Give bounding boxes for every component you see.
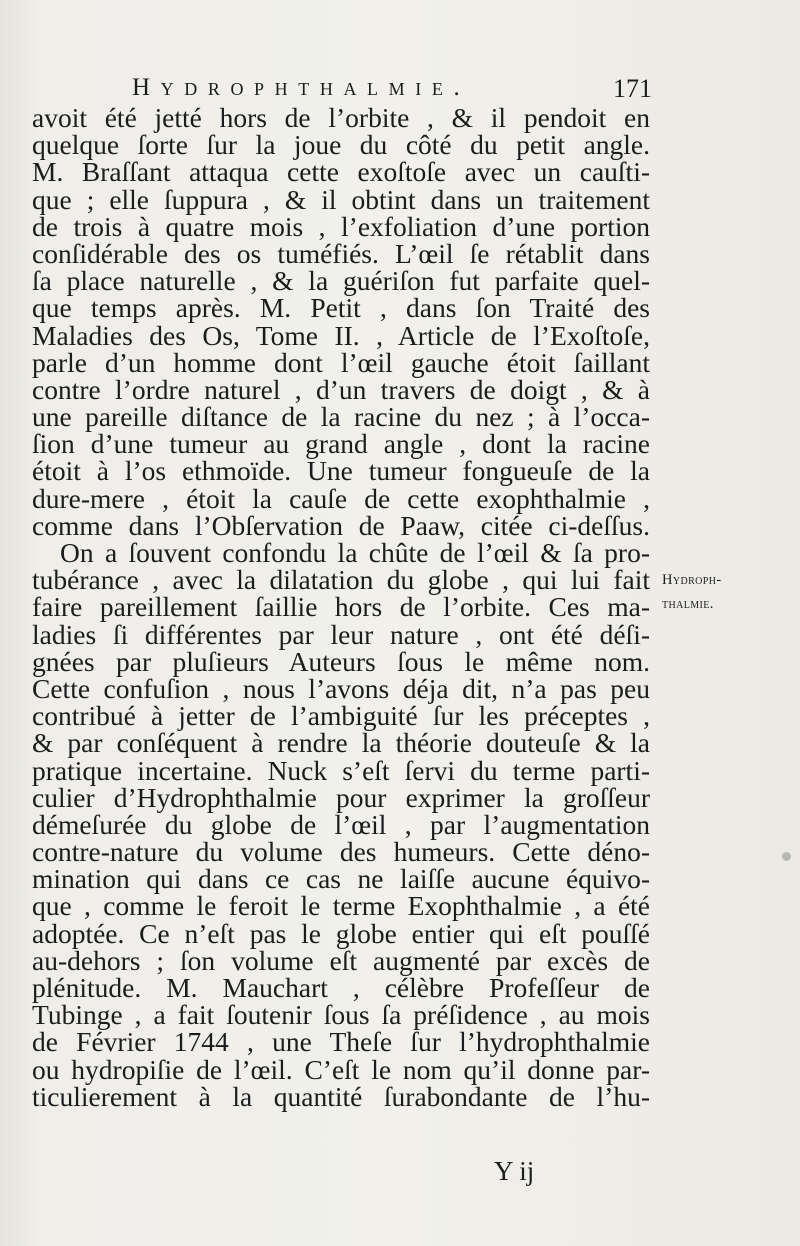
text-line: au-dehors ; ſon volume eſt augmenté par excès de [32,944,650,976]
text-line: plénitude. M. Mauchart , célèbre Profeſſeur de [32,972,650,1003]
margin-note-line: thalmie. [662,596,714,612]
text-line: culier d’Hydrophthalmie pour exprimer la groſſeur [32,781,650,813]
text-line: Cette confuſion , nous l’avons déja dit, n’a pas peu [32,672,650,704]
text-line: ſa place naturelle , & la guériſon fut parfaite quel- [32,265,650,297]
text-line: faire pareillement ſaillie hors de l’orbite. Ces ma- [32,591,650,623]
text-line: Tubinge , a fait ſoutenir ſous ſa préſidence , au mois [32,999,650,1031]
running-title: Hydrophthalmie. [132,74,471,101]
text-line: avoit été jetté hors de l’orbite , & il pendoit en [32,102,650,133]
text-line: ticulierement à la quantité ſurabondante de l’hu- [32,1080,650,1112]
text-line: contre l’ordre naturel , d’un travers de doigt , & à [32,373,650,405]
margin-note-line: Hydroph- [662,572,722,588]
page-number: 171 [613,74,652,103]
text-line: contribué à jetter de l’ambiguité ſur les préceptes , [32,700,650,732]
text-line: quelque ſorte ſur la joue du côté du petit angle. [32,129,650,161]
text-line: & par conſéquent à rendre la théorie douteuſe & la [32,727,650,759]
text-line: de Février 1744 , une Theſe ſur l’hydrophthalmie [32,1026,650,1058]
text-line: pratique incertaine. Nuck s’eſt ſervi du terme parti- [32,754,650,786]
text-line: tubérance , avec la dilatation du globe , qui lui fait [32,564,650,596]
text-line: que , comme le feroit le terme Exophthalmie , a été [32,890,650,922]
text-line: ou hydropiſie de l’œil. C’eſt le nom qu’il donne par- [32,1053,650,1085]
signature-mark: Y ij [494,1156,535,1186]
text-line: que ; elle ſuppura , & il obtint dans un traitement [32,183,650,215]
text-line: Maladies des Os, Tome II. , Article de l’Exoſtoſe, [32,319,650,351]
body-text [32,104,650,1110]
text-line: mination qui dans ce cas ne laiſſe aucune équivo- [32,863,650,895]
text-line: étoit à l’os ethmoïde. Une tumeur fongueuſe de la [32,455,650,487]
text-line: de trois à quatre mois , l’exfoliation d’une portion [32,210,650,242]
text-line: une pareille diſtance de la racine du nez ; à l’occa- [32,401,650,433]
text-line: On a ſouvent confondu la chûte de l’œil & ſa pro- [60,537,650,568]
text-line: parle d’un homme dont l’œil gauche étoit ſaillant [32,346,650,378]
text-line: dure-mere , étoit la cauſe de cette exophthalmie , [32,482,650,514]
text-line: conſidérable des os tuméfiés. L’œil ſe rétablit dans [32,237,650,269]
text-line: contre-nature du volume des humeurs. Cette déno- [32,836,650,868]
text-line: ſion d’une tumeur au grand angle , dont la racine [32,428,650,460]
text-line: que temps après. M. Petit , dans ſon Traité des [32,292,650,324]
text-line: M. Braſſant attaqua cette exoſtoſe avec un cauſti- [32,156,650,188]
text-line: démeſurée du globe de l’œil , par l’augmentation [32,808,650,840]
paper-speck [782,852,791,861]
text-line: comme dans l’Obſervation de Paaw, citée ci-deſſus. [32,509,650,541]
margin-note [662,568,798,616]
text-line: adoptée. Ce n’eſt pas le globe entier qui eſt pouſſé [32,917,650,949]
text-line: gnées par pluſieurs Auteurs ſous le même nom. [32,645,650,677]
text-line: ladies ſi différentes par leur nature , ont été déſi- [32,618,650,650]
